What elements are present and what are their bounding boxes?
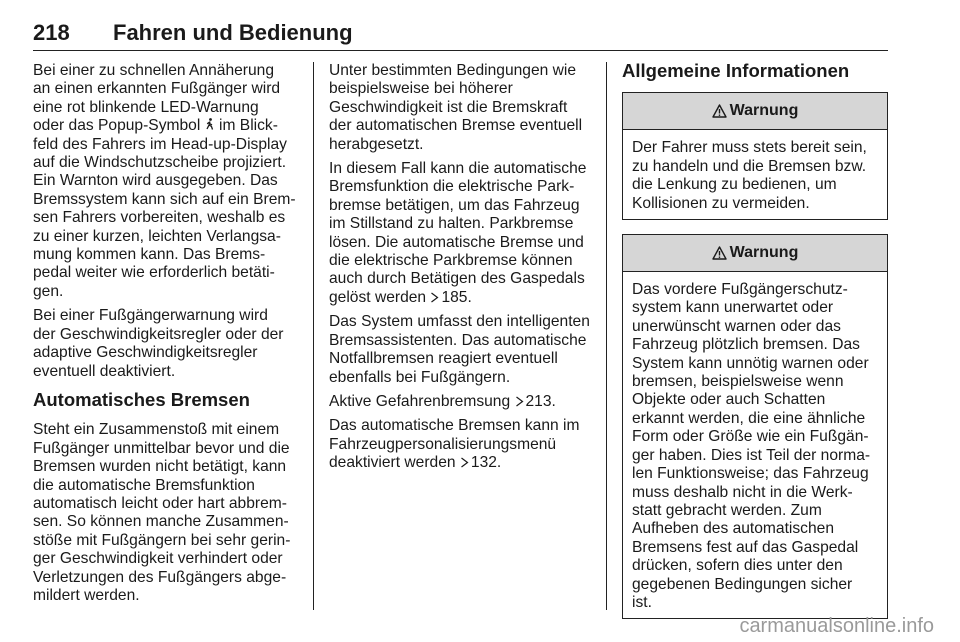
warning-title: Warnung bbox=[729, 243, 799, 261]
page-reference[interactable]: 213. bbox=[525, 392, 556, 410]
paragraph: Aktive Gefahrenbremsung 213. bbox=[329, 392, 556, 410]
page-reference-arrow-icon bbox=[430, 292, 439, 303]
paragraph: Unter bestimmten Bedingungen wie beispielsweise bei höherer Geschwindigkeit ist die Bremskraft der automatischen Bremse eventuell herabgesetzt. bbox=[329, 62, 583, 153]
paragraph: Das System umfasst den intelligenten Bremsassistenten. Das automatische Notfallbremsen reagiert eventuell ebenfalls bei Fußgängern. bbox=[329, 313, 590, 386]
pedestrian-icon bbox=[205, 117, 215, 135]
chapter-title: Fahren und Bedienung bbox=[113, 20, 353, 45]
column-2 bbox=[329, 62, 594, 479]
page-header bbox=[33, 20, 888, 51]
section-heading: Automatisches Bremsen bbox=[33, 388, 250, 410]
warning-header bbox=[623, 235, 887, 272]
column-1 bbox=[33, 62, 298, 611]
warning-triangle-icon bbox=[712, 104, 727, 118]
warning-text: Der Fahrer muss stets bereit sein, zu handeln und die Bremsen bzw. die Lenkung zu bedienen, um Kollisionen zu vermeiden. bbox=[632, 139, 867, 212]
paragraph: Das automatische Bremsen kann im Fahrzeugpersonalisierungsmenü deaktiviert werden 132. bbox=[329, 417, 580, 472]
paragraph: In diesem Fall kann die automatische Bremsfunktion die elektrische Park- bremse betätigen, um das Fahrzeug im Stillstand zu halten. Parkbremse lösen. Die automatische Bremse und die elektrische Parkbremse können auch durch Betätigen des Gaspedals gelöst werden 185. bbox=[329, 160, 587, 306]
page-reference-arrow-icon bbox=[515, 396, 524, 407]
warning-triangle-icon bbox=[712, 246, 727, 260]
paragraph: Steht ein Zusammenstoß mit einem Fußgänger unmittelbar bevor und die Bremsen wurden nicht betätigt, kann die automatische Bremsfunktion automatisch leicht oder hart abbrem- sen. So können manche Zusammen- stöße mit Fußgängern bei sehr gerin- ger Geschwindigkeit verhindert oder Verletzungen des Fußgängers abge- mildert werden. bbox=[33, 421, 291, 604]
warning-text: Das vordere Fußgängerschutz- system kann unerwartet oder unerwünscht warnen oder das Fahrzeug plötzlich bremsen. Das System kann unnötig warnen oder bremsen, beispielsweise wenn Objekte oder auch Schatten erkannt werden, die eine ähnliche Form oder Größe wie ein Fußgän- ger haben. Dies ist Teil der norma- len Funktionsweise; das Fahrzeug muss deshalb nicht in die Werk- statt gebracht werden. Zum Aufheben des automatischen Bremsens fest auf das Gaspedal drücken, sofern dies unter den gegebenen Bedingungen sicher ist. bbox=[632, 281, 871, 611]
page-reference[interactable]: 132. bbox=[470, 454, 502, 472]
paragraph: Bei einer Fußgängerwarnung wird der Geschwindigkeitsregler oder der adaptive Geschwindigkeitsregler eventuell deaktiviert. bbox=[33, 307, 284, 380]
warning-box bbox=[622, 92, 888, 220]
page-reference-arrow-icon bbox=[460, 457, 469, 468]
warning-header bbox=[623, 93, 887, 130]
section-heading: Allgemeine Informationen bbox=[622, 60, 850, 81]
column-divider-1 bbox=[313, 62, 314, 610]
column-divider-2 bbox=[606, 62, 607, 610]
warning-title: Warnung bbox=[729, 102, 799, 120]
paragraph: Bei einer zu schnellen Annäherung an einen erkannten Fußgänger wird eine rot blinkende LED-Warnung oder das Popup-Symbol im Blick- feld des Fahrers im Head-up-Display auf die Windschutzscheibe projiziert. Ein Warnton wird ausgegeben. Das Bremssystem kann sich auf ein Brem- sen Fahrers vorbereiten, weshalb es zu einer kurzen, leichten Verlangsa- mung kommen kann. Das Brems- pedal weiter wie erforderlich betäti- gen. bbox=[33, 62, 296, 300]
warning-box bbox=[622, 234, 888, 619]
watermark: carmanualsonline.info bbox=[739, 615, 934, 637]
page-reference[interactable]: 185. bbox=[441, 288, 472, 306]
column-3 bbox=[622, 62, 888, 633]
page-number: 218 bbox=[33, 20, 70, 45]
